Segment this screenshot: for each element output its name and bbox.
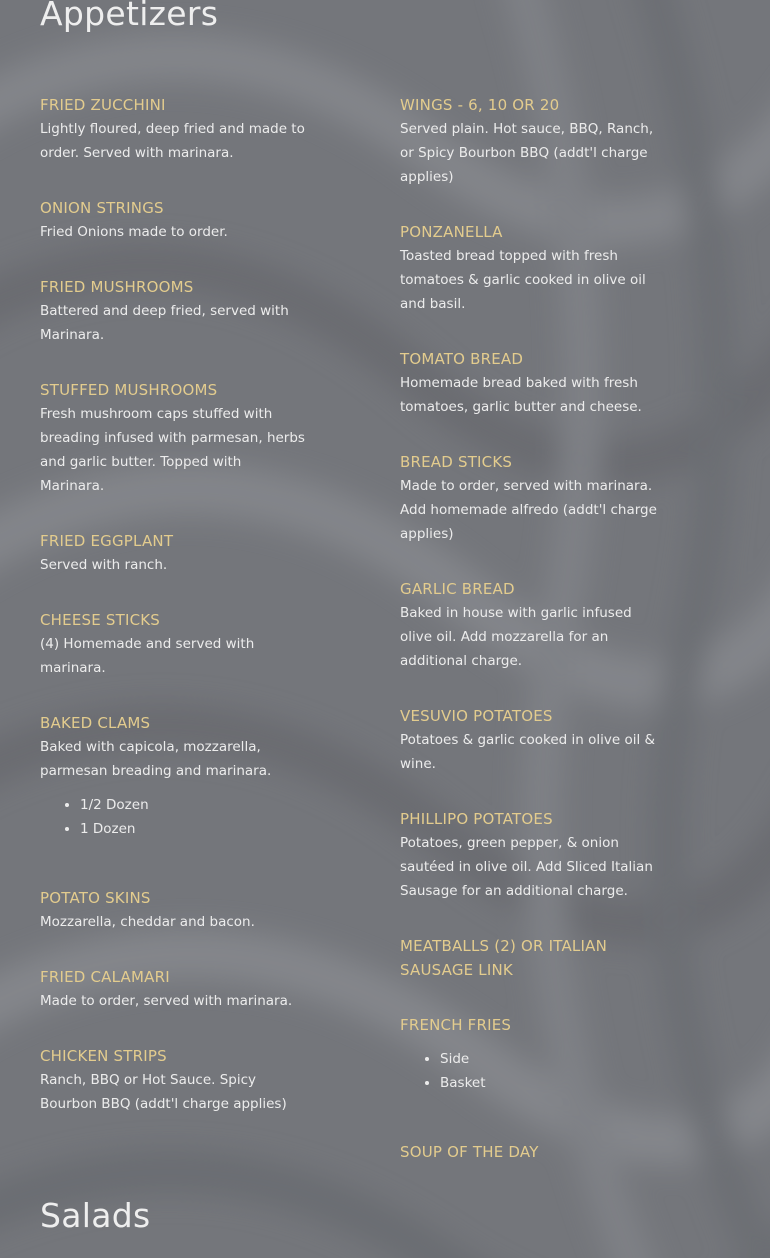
menu-item-option: • Side — [440, 1047, 665, 1071]
menu-item — [40, 608, 305, 680]
menu-item-description: Toasted bread topped with fresh tomatoes & garlic cooked in olive oil and basil. — [400, 248, 646, 312]
menu-item — [400, 450, 665, 546]
menu-item-description: (4) Homemade and served with marinara. — [40, 636, 255, 676]
menu-item-description: Homemade bread baked with fresh tomatoes, garlic butter and cheese. — [400, 375, 642, 415]
menu-item — [40, 529, 305, 577]
menu-item — [40, 275, 305, 347]
menu-item-name: ONION STRINGS — [40, 199, 164, 217]
appetizers-right-column — [400, 93, 665, 1195]
menu-item — [400, 577, 665, 673]
menu-item-name: STUFFED MUSHROOMS — [40, 381, 218, 399]
menu-item-description: Battered and deep fried, served with Marinara. — [40, 303, 289, 343]
menu-item — [40, 196, 305, 244]
menu-item-description: Mozzarella, cheddar and bacon. — [40, 914, 255, 930]
menu-item-description: Made to order, served with marinara. Add homemade alfredo (addt'l charge applies) — [400, 478, 657, 542]
menu-item — [40, 378, 305, 498]
menu-item-description: Baked with capicola, mozzarella, parmesan breading and marinara. — [40, 739, 272, 779]
menu-item-name: CHEESE STICKS — [40, 611, 161, 629]
menu-item — [400, 1140, 665, 1164]
menu-item-description: Ranch, BBQ or Hot Sauce. Spicy Bourbon BBQ (addt'l charge applies) — [40, 1072, 287, 1112]
menu-item-description: Potatoes, green pepper, & onion sautéed in olive oil. Add Sliced Italian Sausage for an additional charge. — [400, 835, 653, 899]
menu-item — [400, 347, 665, 419]
menu-item-description: Served plain. Hot sauce, BBQ, Ranch, or Spicy Bourbon BBQ (addt'l charge applies) — [400, 121, 654, 185]
menu-item-name: WINGS - 6, 10 OR 20 — [400, 96, 560, 114]
menu-item-name: PONZANELLA — [400, 223, 503, 241]
menu-item-name: POTATO SKINS — [40, 889, 151, 907]
menu-item-name: FRIED ZUCCHINI — [40, 96, 166, 114]
menu-item-description: Served with ranch. — [40, 557, 168, 573]
menu-item-option: • Basket — [440, 1071, 665, 1095]
menu-item-option: • 1/2 Dozen — [80, 793, 305, 817]
menu-item-description: Potatoes & garlic cooked in olive oil & wine. — [400, 732, 656, 772]
menu-item-description: Fried Onions made to order. — [40, 224, 228, 240]
menu-item-name: VESUVIO POTATOES — [400, 707, 553, 725]
menu-item — [400, 934, 665, 982]
menu-item — [400, 220, 665, 316]
menu-item-description: Lightly floured, deep fried and made to order. Served with marinara. — [40, 121, 305, 161]
menu-item-description: Fresh mushroom caps stuffed with breading infused with parmesan, herbs and garlic butter. Topped with Marinara. — [40, 406, 305, 494]
menu-item-name: PHILLIPO POTATOES — [400, 810, 553, 828]
menu-item-name: BREAD STICKS — [400, 453, 513, 471]
menu-item-name: FRIED EGGPLANT — [40, 532, 174, 550]
menu-item-description: Made to order, served with marinara. — [40, 993, 293, 1009]
menu-item — [40, 965, 305, 1013]
menu-item-name: BAKED CLAMS — [40, 714, 151, 732]
menu-item — [40, 886, 305, 934]
menu-item-options — [400, 1047, 665, 1095]
menu-item — [400, 807, 665, 903]
menu-item-name: TOMATO BREAD — [400, 350, 524, 368]
appetizers-left-column — [40, 93, 305, 1147]
menu-item-option: • 1 Dozen — [80, 817, 305, 841]
menu-item-options — [40, 793, 305, 841]
menu-item — [400, 1013, 665, 1095]
menu-item — [40, 93, 305, 165]
menu-item-name: FRIED CALAMARI — [40, 968, 170, 986]
menu-item-name: MEATBALLS (2) OR ITALIAN SAUSAGE LINK — [400, 937, 607, 979]
section-title-appetizers: Appetizers — [40, 0, 219, 33]
menu-item — [40, 1044, 305, 1116]
menu-item-name: SOUP OF THE DAY — [400, 1143, 539, 1161]
menu-item — [400, 704, 665, 776]
menu-item-name: CHICKEN STRIPS — [40, 1047, 167, 1065]
menu-item-name: GARLIC BREAD — [400, 580, 515, 598]
menu-item — [40, 711, 305, 841]
section-title-salads: Salads — [40, 1196, 151, 1235]
menu-item-name: FRIED MUSHROOMS — [40, 278, 194, 296]
menu-item — [400, 93, 665, 189]
menu-item-description: Baked in house with garlic infused olive oil. Add mozzarella for an additional charge. — [400, 605, 632, 669]
menu-item-name: FRENCH FRIES — [400, 1016, 512, 1034]
